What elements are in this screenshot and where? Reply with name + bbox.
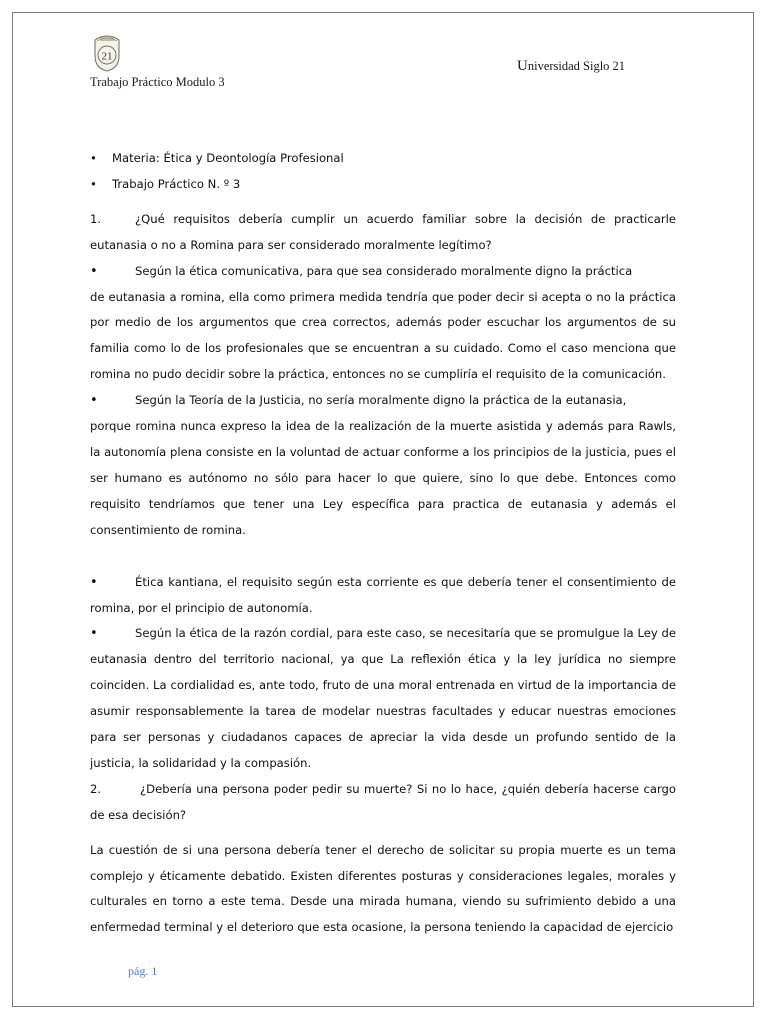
info-item-assignment: • Trabajo Práctico N. º 3 (90, 172, 676, 198)
document-header-title: Trabajo Práctico Modulo 3 (90, 75, 225, 89)
answer-justice-theory-body: porque romina nunca expreso la idea de la realización de la muerte asistida y además para Rawls, la autonomía plena consiste en la voluntad de actuar conforme a los principios de la justicia, pues el ser humano es autónomo no sólo para hacer lo que quiere, sino lo que debe. Entonces como requisito tendríamos que tener una Ley específica para practica de eutanasia y además el consentimiento de romina. (90, 419, 676, 537)
bullet-icon: • (90, 626, 98, 642)
answer-communicative-ethics-lead: • Según la ética comunicativa, para que sea considerado moralmente digno la práctica (90, 259, 676, 285)
answer-cordial-reason-ethics: • Según la ética de la razón cordial, para este caso, se necesitaría que se promulgue la Ley de eutanasia dentro del territorio nacional, ya que La reflexión ética y la ley jurídica no siempre coinciden. La cordialidad es, ante todo, fruto de una moral entrenada en virtud de la importancia de asumir responsablemente la tarea de modelar nuestras facultades y educar nuestras emociones para ser personas y ciudadanos capaces de apreciar la vida desde un profundo sentido de la justicia, la solidaridad y la compasión. (90, 621, 676, 776)
page-number: pág. 1 (128, 964, 158, 978)
answer-kantian-ethics: • Ética kantiana, el requisito según esta corriente es que debería tener el consentimiento de romina, por el principio de autonomía. (90, 570, 676, 622)
bullet-icon: • (90, 574, 98, 590)
answer-justice-theory-lead: • Según la Teoría de la Justicia, no sería moralmente digno la práctica de la eutanasia, (90, 388, 676, 414)
final-paragraph: La cuestión de si una persona debería tener el derecho de solicitar su propia muerte es un tema complejo y éticamente debatido. Existen diferentes posturas y consideraciones legales, morales y culturales en torno a este tema. Desde una mirada humana, viendo su sufrimiento debido a una enfermedad terminal y el deterioro que esta ocasione, la persona teniendo la capacidad de ejercicio (90, 842, 676, 935)
question-1: 1. ¿Qué requisitos debería cumplir un acuerdo familiar sobre la decisión de practicarle eutanasia o no a Romina para ser considerado moralmente legítimo? (90, 211, 676, 252)
bullet-icon: • (90, 393, 98, 409)
document-page (12, 12, 754, 1007)
info-item-subject: • Materia: Ética y Deontología Profesional (90, 146, 676, 172)
university-logo (91, 30, 123, 72)
answer-communicative-ethics-body: de eutanasia a romina, ella como primera medida tendría que poder decir si acepta o no la práctica por medio de los argumentos que crea correctos, además poder escuchar los argumentos de su familia como lo de los profesionales que se encuentran a su cuidado. Como el caso menciona que romina no pudo decidir sobre la práctica, entonces no se cumpliría el requisito de la comunicación. (90, 289, 676, 382)
document-body (90, 146, 676, 941)
svg-text:21: 21 (101, 50, 113, 63)
bullet-icon: • (90, 151, 97, 165)
question-2: 2. ¿Debería una persona poder pedir su muerte? Si no lo hace, ¿quién debería hacerse cargo de esa decisión? (90, 781, 676, 822)
university-name: Universidad Siglo 21 (517, 58, 626, 74)
bullet-icon: • (90, 263, 98, 279)
bullet-icon: • (90, 176, 97, 191)
